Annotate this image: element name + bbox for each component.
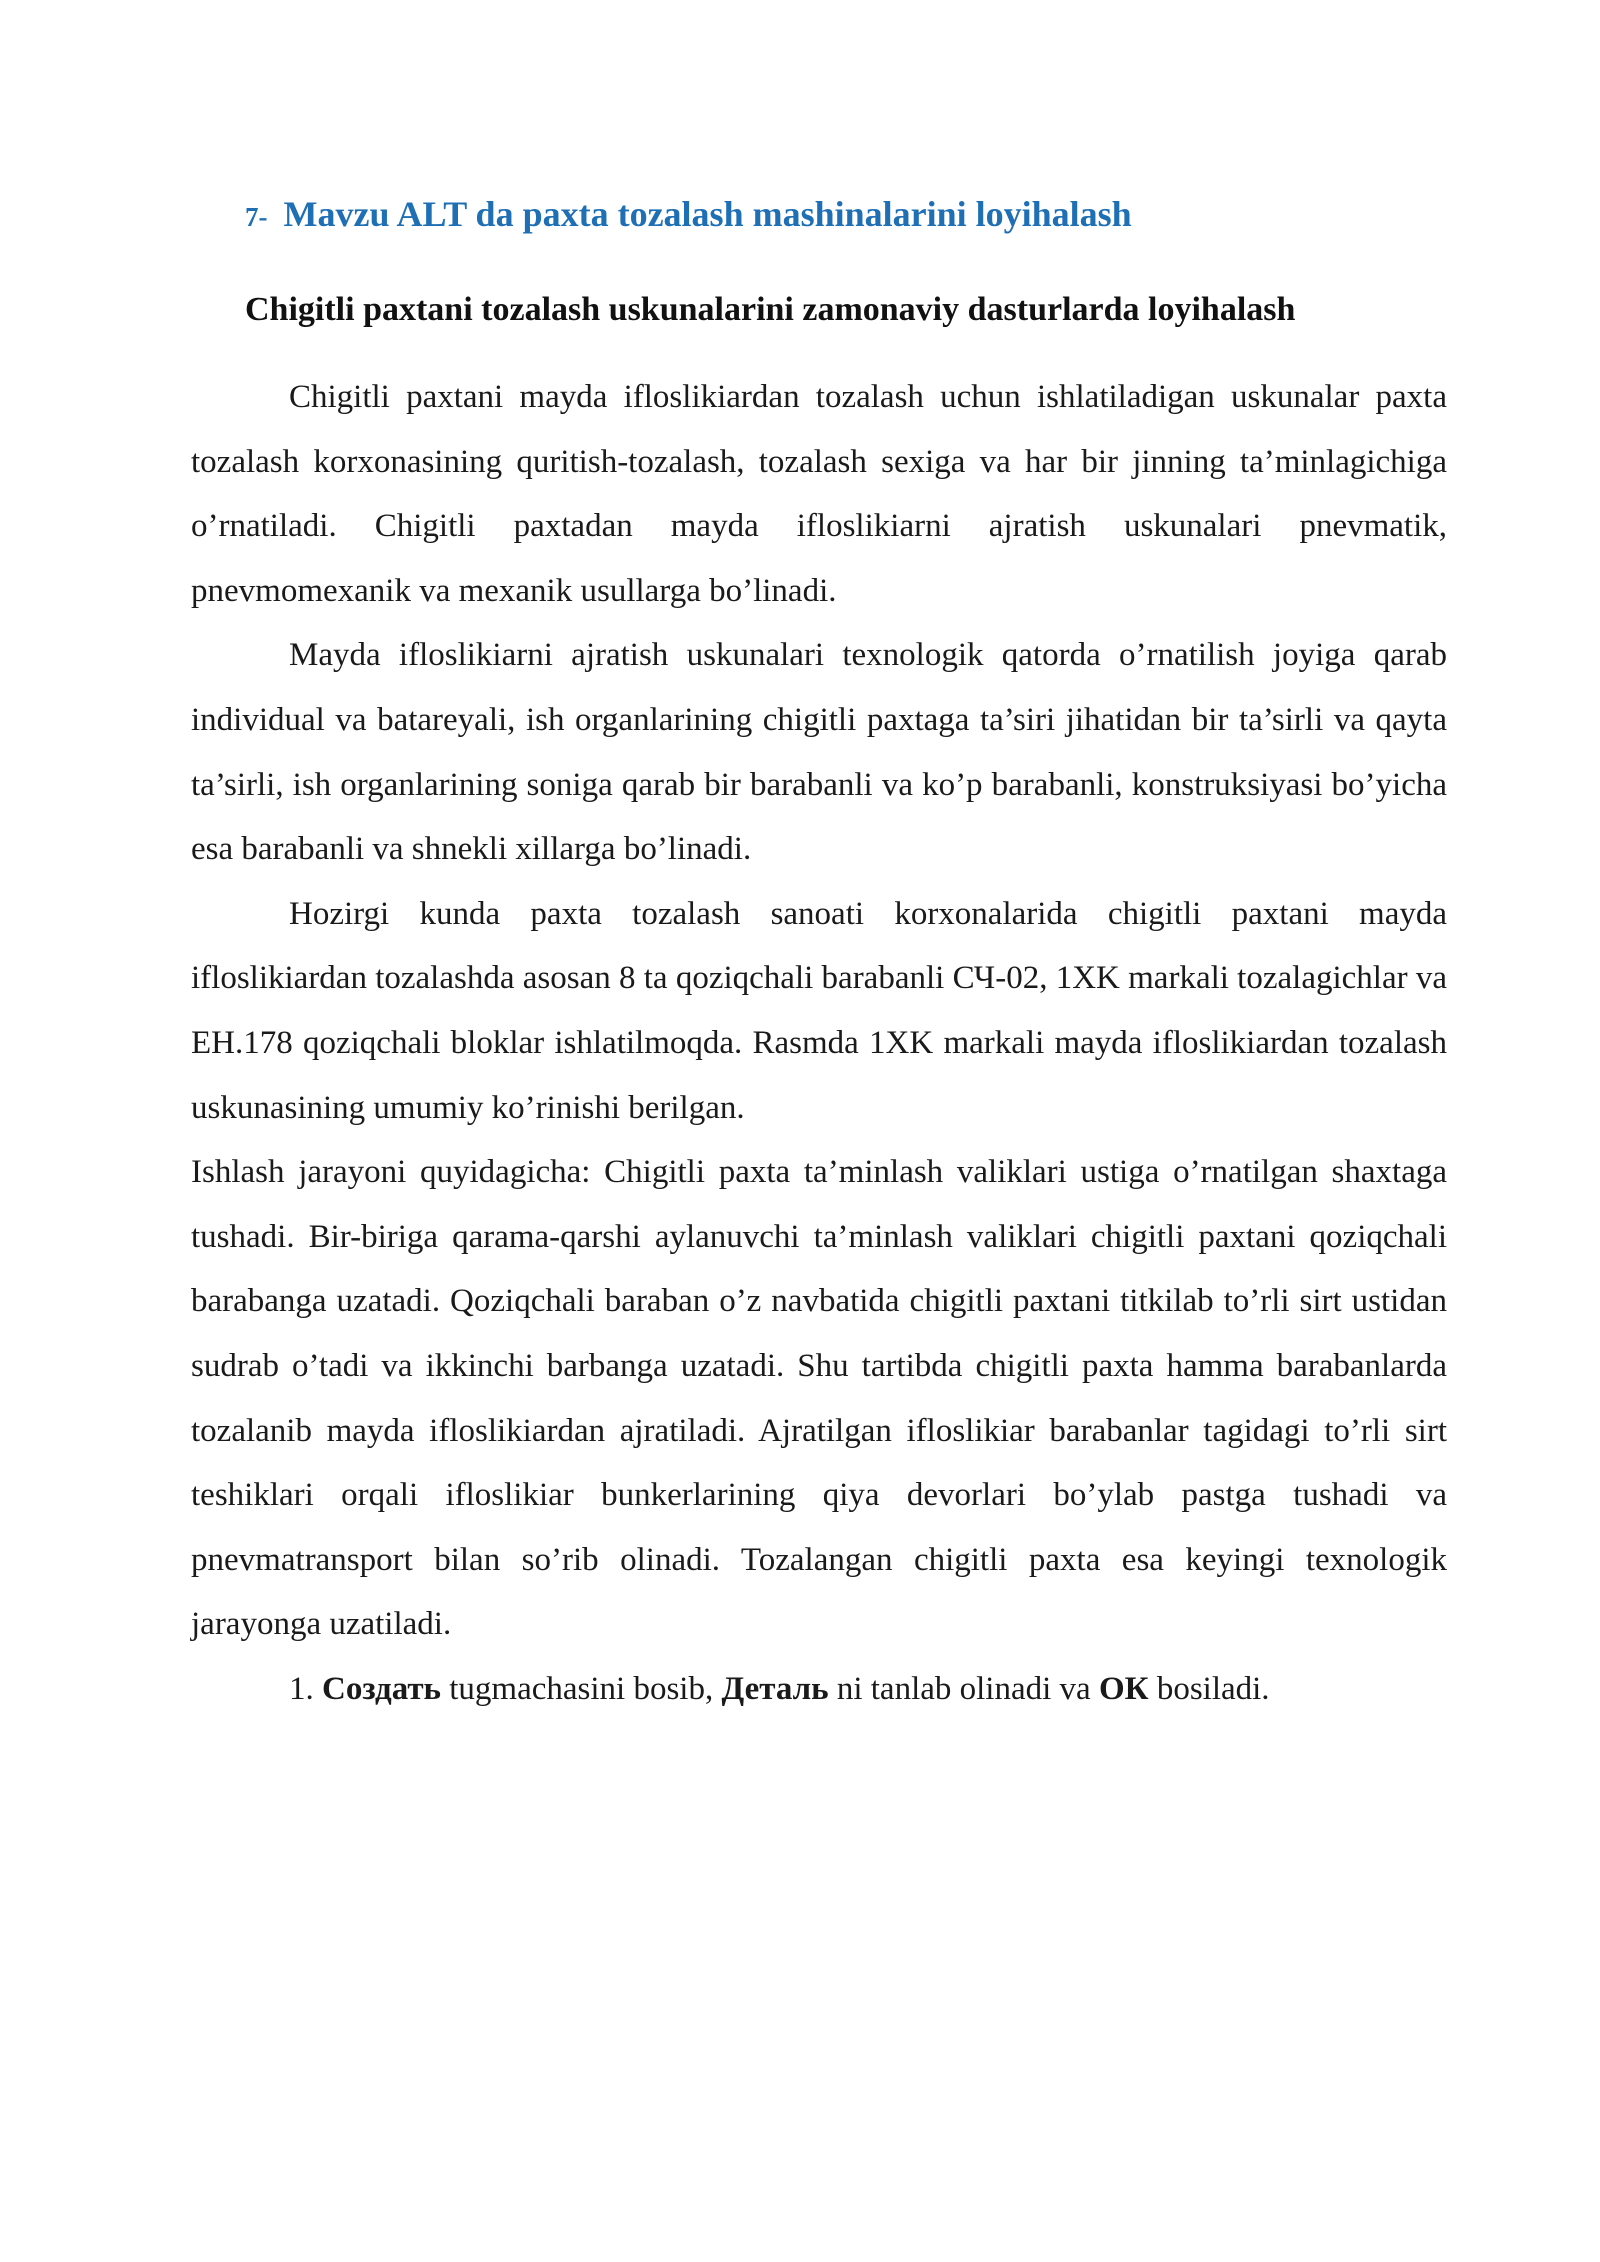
step-ok-command: ОК <box>1098 1670 1149 1707</box>
step-number: 1. <box>289 1670 314 1707</box>
instruction-step-1 <box>191 1657 1447 1722</box>
topic-title-text: Mavzu ALT da paxta tozalash mashinalarini loyihalash <box>283 194 1132 234</box>
step-text-1: tugmachasini bosib, <box>441 1670 722 1707</box>
paragraph-2: Mayda ifloslikiarni ajratish uskunalari texnologik qatorda o’rnatilish joyiga qarab individual va batareyali, ish organlarining chigitli paxtaga ta’siri jihatidan bir ta’sirli va qayta ta’sirli, ish organlarining soniga qarab bir barabanli va ko’p barabanli, konstruksiyasi bo’yicha esa barabanli va shnekli xillarga bo’linadi. <box>191 637 1447 868</box>
paragraph-4: Ishlash jarayoni quyidagicha: Chigitli paxta ta’minlash valiklari ustiga o’rnatilgan shaxtaga tushadi. Bir-biriga qarama-qarshi aylanuvchi ta’minlash valiklari chigitli paxtani qoziqchali barabanga uzatadi. Qoziqchali baraban o’z navbatida chigitli paxtani titkilab to’rli sirt ustidan sudrab o’tadi va ikkinchi barbanga uzatadi. Shu tartibda chigitli paxta hamma barabanlarda tozalanib mayda ifloslikiardan ajratiladi. Ajratilgan ifloslikiar barabanlar tagidagi to’rli sirt teshiklari orqali ifloslikiar bunkerlarining qiya devorlari bo’ylab pastga tushadi va pnevmatransport bilan so’rib olinadi. Tozalangan chigitli paxta esa keyingi texnologik jarayonga uzatiladi. <box>191 1154 1447 1643</box>
step-text-3: bosiladi. <box>1148 1670 1270 1707</box>
paragraph-3: Hozirgi kunda paxta tozalash sanoati korxonalarida chigitli paxtani mayda ifloslikiardan tozalashda asosan 8 ta qoziqchali barabanli СЧ-02, 1XK markali tozalagichlar va EH.178 qoziqchali bloklar ishlatilmoqda. Rasmda 1XK markali mayda ifloslikiardan tozalash uskunasining umumiy ko’rinishi berilgan. <box>191 895 1447 1126</box>
body-text <box>191 365 1447 1721</box>
step-detail-command: Деталь <box>721 1670 829 1707</box>
step-text-2: ni tanlab olinadi va <box>828 1670 1099 1707</box>
section-subtitle: Chigitli paxtani tozalash uskunalarini zamonaviy dasturlarda loyihalash <box>245 291 1296 328</box>
topic-title <box>245 189 1132 242</box>
topic-number: 7- <box>245 202 268 232</box>
paragraph-1: Chigitli paxtani mayda ifloslikiardan tozalash uchun ishlatiladigan uskunalar paxta tozalash korxonasining quritish-tozalash, tozalash sexiga va har bir jinning ta’minlagichiga o’rnatiladi. Chigitli paxtadan mayda ifloslikiarni ajratish uskunalari pnevmatik, pnevmomexanik va mexanik usullarga bo’linadi. <box>191 379 1447 609</box>
step-create-command: Создать <box>322 1670 441 1707</box>
